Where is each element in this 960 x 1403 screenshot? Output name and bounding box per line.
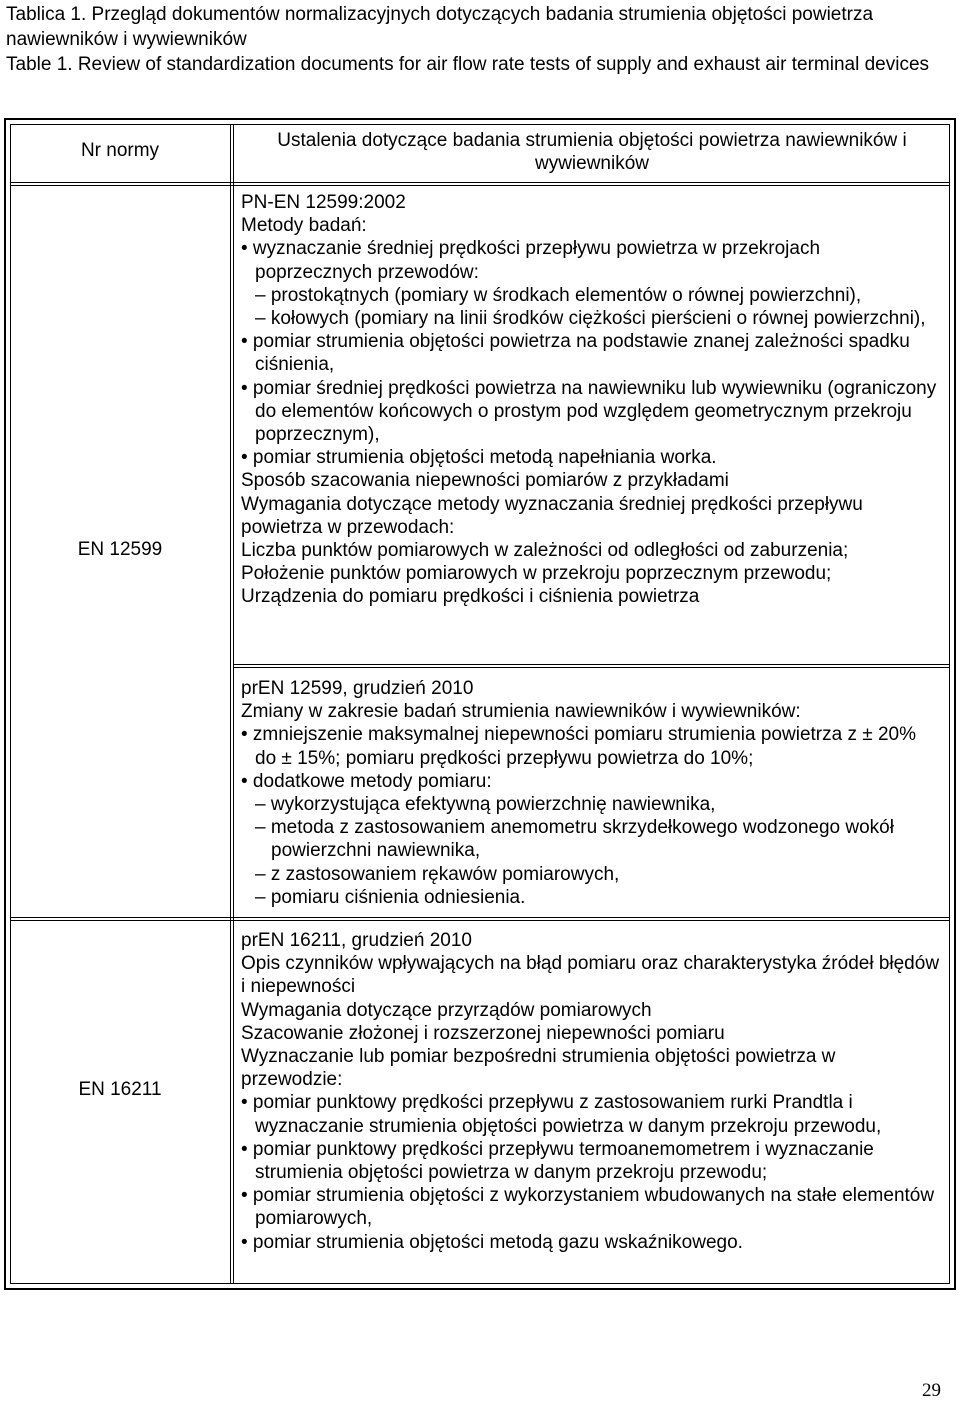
- bullet-item: • pomiar strumienia objętości metodą gazu wskaźnikowego.: [241, 1231, 743, 1253]
- bullet-item: • wyznaczanie średniej prędkości przepływu powietrza w przekrojach poprzecznych przewodów:: [241, 238, 821, 283]
- text-line: Wymagania dotyczące przyrządów pomiarowych: [241, 999, 652, 1021]
- dash-item: – wykorzystująca efektywną powierzchnię nawiewnika,: [255, 794, 716, 816]
- norm-en-12599: EN 12599: [77, 539, 163, 560]
- dash-item: – pomiaru ciśnienia odniesienia.: [255, 886, 526, 908]
- text-line: Metody badań:: [241, 215, 367, 237]
- dash-item: – z zastosowaniem rękawów pomiarowych,: [255, 863, 620, 885]
- bullet-item: • pomiar średniej prędkości powietrza na nawiewniku lub wywiewniku (ograniczony do elementów końcowych o prostym pod względem geometrycznym przekroju poprzecznym),: [241, 377, 937, 446]
- table-caption: [6, 2, 954, 77]
- row-en12599-block-2: [241, 677, 941, 909]
- bullet-item: • zmniejszenie maksymalnej niepewności pomiaru strumienia powietrza z ± 20% do ± 15%; pomiaru prędkości przepływu powietrza do 10%;: [241, 724, 916, 769]
- text-line: prEN 12599, grudzień 2010: [241, 678, 474, 699]
- caption-polish: Tablica 1. Przegląd dokumentów normalizacyjnych dotyczących badania strumienia objętości powietrza nawiewników i wywiewników: [6, 4, 874, 50]
- bullet-item: • pomiar punktowy prędkości przepływu termoanemometrem i wyznaczanie strumienia objętości powietrza w danym przekroju przewodu;: [241, 1138, 874, 1184]
- text-line: Wyznaczanie lub pomiar bezpośredni strumienia objętości powietrza w przewodzie:: [241, 1046, 836, 1091]
- bullet-item: • pomiar strumienia objętości metodą napełniania worka.: [241, 447, 717, 469]
- text-line: Zmiany w zakresie badań strumienia nawiewników i wywiewników:: [241, 701, 801, 723]
- row-en12599-block-1: [241, 191, 941, 609]
- norm-en-16211: EN 16211: [78, 1079, 162, 1100]
- text-line: Opis czynników wpływających na błąd pomiaru oraz charakterystyka źródeł błędów i niepewności: [241, 953, 940, 998]
- dash-item: – metoda z zastosowaniem anemometru skrzydełkowego wodzonego wokół powierzchni nawiewnika,: [255, 817, 894, 862]
- text-line: prEN 16211, grudzień 2010: [241, 930, 472, 951]
- bullet-item: • pomiar punktowy prędkości przepływu z zastosowaniem rurki Prandtla i wyznaczanie strumienia objętości powietrza w danym przekroju przewodu,: [241, 1092, 882, 1137]
- text-line: Szacowanie złożonej i rozszerzonej niepewności pomiaru: [241, 1022, 725, 1044]
- row-en16211-block-1: [241, 929, 941, 1254]
- bullet-item: • pomiar strumienia objętości powietrza na podstawie znanej zależności spadku ciśnienia,: [241, 331, 910, 376]
- dash-item: – kołowych (pomiary na linii środków ciężkości pierścieni o równej powierzchni),: [255, 308, 926, 330]
- page-number: 29: [922, 1380, 941, 1401]
- dash-item: – prostokątnych (pomiary w środkach elementów o równej powierzchni),: [255, 284, 862, 306]
- text-line: Liczba punktów pomiarowych w zależności od odległości od zaburzenia;: [241, 540, 849, 562]
- text-line: Sposób szacowania niepewności pomiarów z przykładami: [241, 470, 729, 492]
- text-line: Położenie punktów pomiarowych w przekroju poprzecznym przewodu;: [241, 563, 832, 585]
- text-line: PN-EN 12599:2002: [241, 192, 406, 213]
- caption-english: Table 1. Review of standardization documents for air flow rate tests of supply and exhaust air terminal devices: [6, 54, 930, 75]
- text-line: Wymagania dotyczące metody wyznaczania średniej prędkości przepływu powietrza w przewodach:: [241, 493, 863, 538]
- bullet-item: • pomiar strumienia objętości z wykorzystaniem wbudowanych na stałe elementów pomiarowych,: [241, 1185, 935, 1230]
- bullet-item: • dodatkowe metody pomiaru:: [241, 770, 492, 792]
- standards-table: [4, 118, 956, 1290]
- text-line: Urządzenia do pomiaru prędkości i ciśnienia powietrza: [241, 586, 700, 608]
- header-findings: Ustalenia dotyczące badania strumienia objętości powietrza nawiewników i wywiewników: [277, 130, 907, 175]
- header-norm-number: Nr normy: [80, 140, 160, 161]
